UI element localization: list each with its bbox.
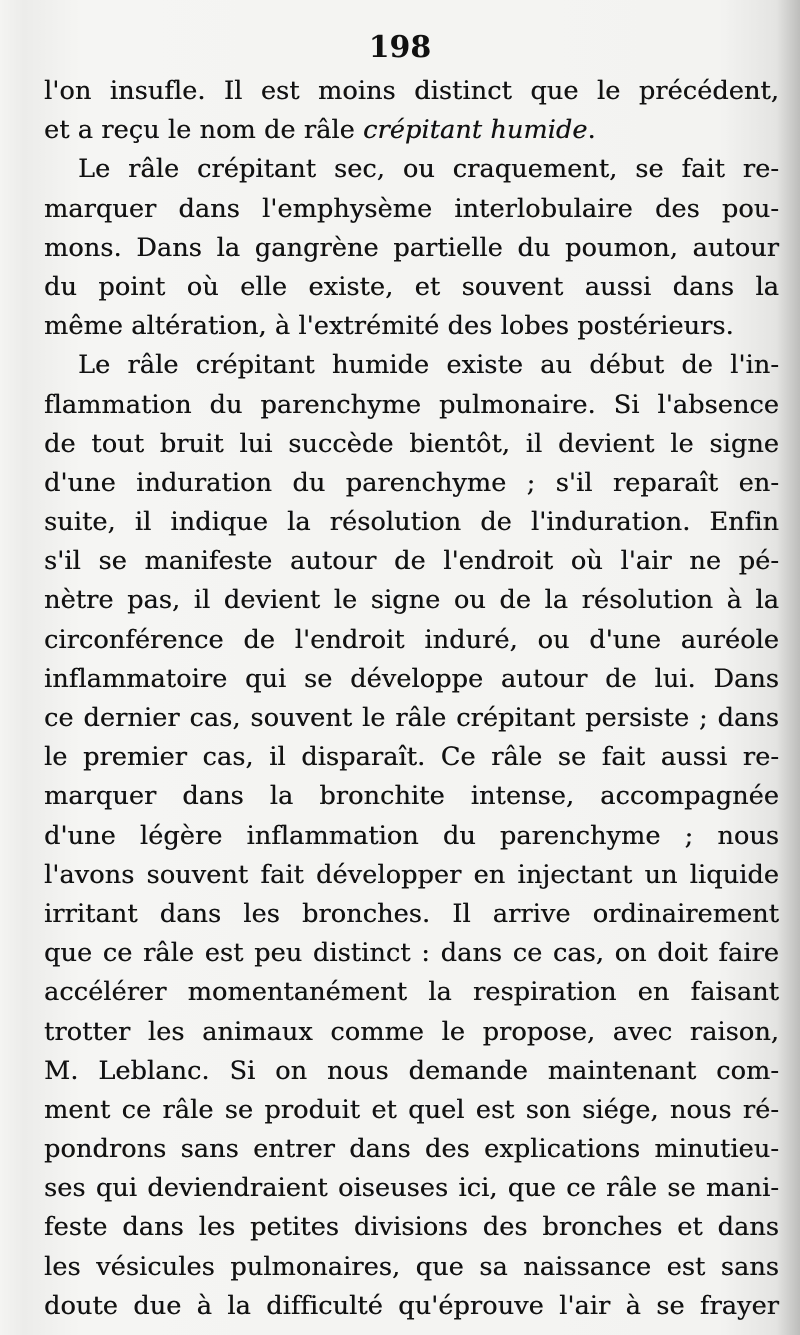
body-text — [44, 72, 779, 1326]
text-line: Le râle crépitant humide existe au début de l'in- — [78, 350, 779, 381]
text-line: l'on insufle. Il est moins distinct que le précédent, — [44, 76, 779, 106]
text-line: doute due à la difficulté qu'éprouve l'air à se frayer — [44, 1290, 779, 1321]
text-line — [44, 111, 779, 150]
text-line: nètre pas, il devient le signe ou de la résolution à la — [44, 585, 779, 616]
text-line: s'il se manifeste autour de l'endroit où l'air ne pé- — [44, 546, 779, 577]
text-line: du point où elle existe, et souvent aussi dans la — [44, 271, 779, 302]
text-line: que ce râle est peu distinct : dans ce cas, on doit faire — [44, 938, 779, 969]
text-line: M. Leblanc. Si on nous demande maintenant com- — [44, 1055, 779, 1086]
text-line: marquer dans l'emphysème interlobulaire des pou- — [44, 193, 779, 224]
text-line: les vésicules pulmonaires, que sa naissance est sans — [44, 1251, 779, 1282]
text-segment: . — [587, 115, 596, 146]
text-line: inflammatoire qui se développe autour de lui. Dans — [44, 663, 779, 694]
text-line: le premier cas, il disparaît. Ce râle se fait aussi re- — [44, 742, 779, 773]
text-line: d'une induration du parenchyme ; s'il reparaît en- — [44, 467, 779, 498]
text-line: ses qui deviendraient oiseuses ici, que ce râle se mani- — [44, 1173, 779, 1204]
text-line: feste dans les petites divisions des bronches et dans — [44, 1212, 779, 1243]
text-line: Le râle crépitant sec, ou craquement, se fait re- — [78, 154, 779, 185]
text-line: trotter les animaux comme le propose, avec raison, — [44, 1016, 779, 1047]
text-line: accélérer momentanément la respiration en faisant — [44, 977, 779, 1008]
text-segment: et a reçu le nom de râle — [44, 115, 364, 146]
text-line: l'avons souvent fait développer en injectant un liquide — [44, 859, 779, 890]
text-line: pondrons sans entrer dans des explications minutieu- — [44, 1134, 779, 1165]
text-line: ment ce râle se produit et quel est son siége, nous ré- — [44, 1094, 779, 1125]
text-line: de tout bruit lui succède bientôt, il devient le signe — [44, 428, 779, 459]
text-line: même altération, à l'extrémité des lobes postérieurs. — [44, 311, 734, 342]
text-line: marquer dans la bronchite intense, accompagnée — [44, 781, 779, 812]
text-line: irritant dans les bronches. Il arrive ordinairement — [44, 898, 779, 929]
text-line: mons. Dans la gangrène partielle du poumon, autour — [44, 232, 779, 263]
text-line: circonférence de l'endroit induré, ou d'une auréole — [44, 624, 779, 655]
text-line: ce dernier cas, souvent le râle crépitant persiste ; dans — [44, 703, 779, 733]
italic-term: crépitant humide — [363, 115, 588, 146]
text-line: d'une légère inflammation du parenchyme ; nous — [44, 820, 779, 851]
text-line: suite, il indique la résolution de l'induration. Enfin — [44, 507, 779, 538]
text-line: flammation du parenchyme pulmonaire. Si l'absence — [44, 389, 779, 420]
page-number: 198 — [368, 30, 432, 65]
